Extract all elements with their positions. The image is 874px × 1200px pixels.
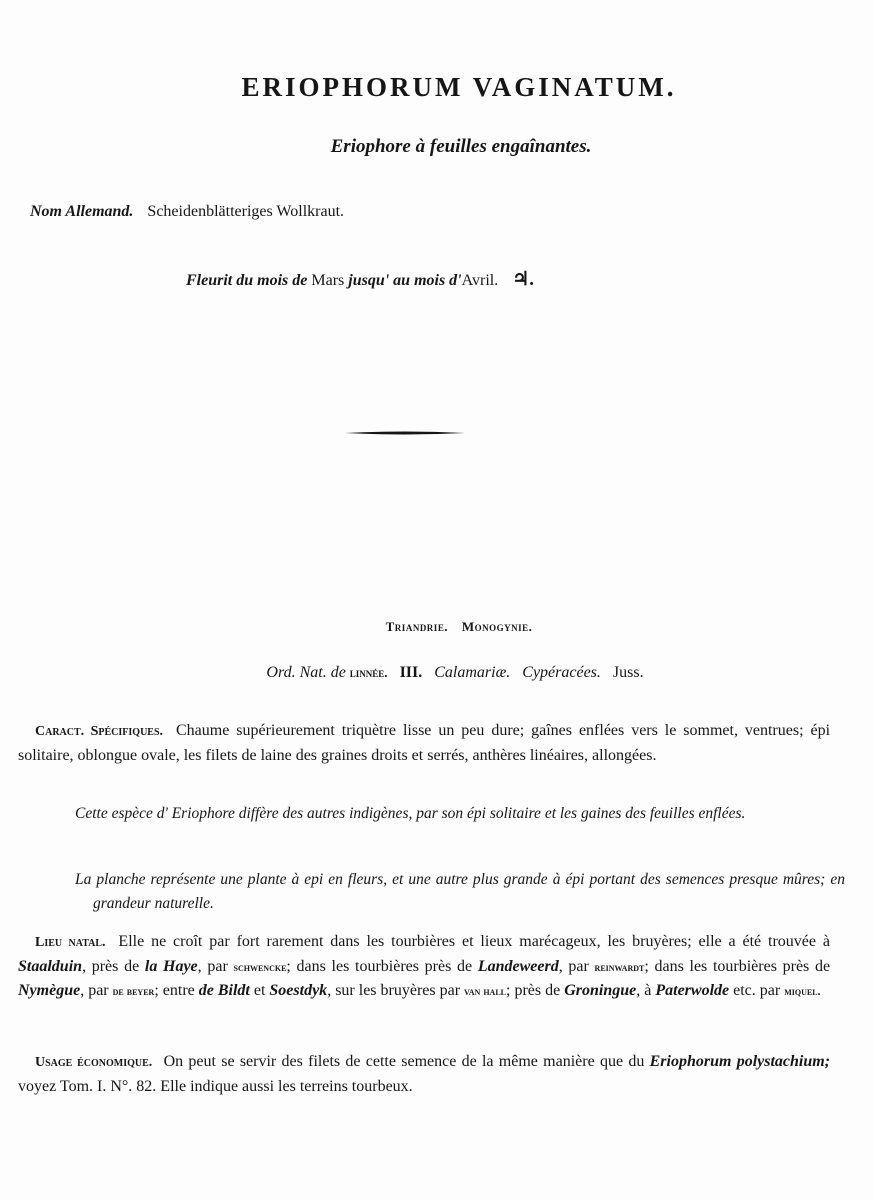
habitat-text: , par	[197, 957, 228, 975]
place-name: Groningue	[564, 982, 637, 999]
habitat-text: ; près de	[506, 982, 561, 999]
natural-order	[18, 664, 874, 682]
calamariae: Calamariæ.	[434, 664, 511, 681]
habitat-text: , près de	[82, 957, 140, 975]
decorative-divider	[345, 431, 465, 435]
flowering-period	[186, 268, 534, 291]
habitat-text: ; entre	[154, 982, 195, 999]
flowering-month-start: Mars	[311, 272, 345, 289]
habitat-text: , sur les bruyères par	[327, 982, 461, 999]
place-name: de Bildt	[198, 982, 250, 999]
juss: Juss.	[612, 664, 644, 681]
german-name-value: Scheidenblätteriges Wollkraut.	[147, 203, 345, 220]
perennial-symbol: ♃.	[512, 269, 535, 290]
usage-text: voyez Tom. I. N°. 82. Elle indique aussi les terreins tourbeux.	[18, 1077, 413, 1095]
linne-name: linnée.	[349, 665, 388, 680]
order-name: Monogynie.	[461, 619, 533, 634]
note-plate: La planche représente une plante à epi en fleurs, et une autre plus grande à épi portant des semences presque mûres; en grandeur naturelle.	[75, 871, 845, 912]
habitat-text: ; dans les tourbières près de	[286, 957, 473, 975]
usage-text: On peut se servir des filets de cette semence de la même manière que du	[163, 1053, 645, 1070]
specific-characters-text: Chaume supérieurement triquètre lisse un peu dure; gaînes enflées vers le sommet, ventrues; épi solitaire, oblongue ovale, les filets de laine des graines droits et serrés, anthères linéaires, allongées.	[18, 722, 831, 764]
habitat-text: , à	[636, 982, 652, 999]
cyperacees: Cypéracées.	[522, 664, 601, 681]
economic-use	[18, 1050, 830, 1098]
specific-characters-heading: Caract. Spécifiques.	[35, 724, 164, 739]
habitat-text: , par	[80, 982, 109, 999]
class-name: Triandrie.	[385, 619, 449, 634]
habitat-text: Elle ne croît par fort rarement dans les tourbières et lieux marécageux, les bruyères; elle a été trouvée à	[118, 933, 830, 950]
collector-name: schwencke	[233, 959, 287, 974]
collector-name: miquel.	[784, 984, 821, 998]
note-distinction: Cette espèce d' Eriophore diffère des autres indigènes, par son épi solitaire et les gaines des feuilles enflées.	[75, 805, 746, 822]
specific-characters	[18, 719, 830, 767]
habitat-text: , par	[558, 957, 589, 975]
place-name: Paterwolde	[655, 982, 730, 999]
page-title: ERIOPHORUM VAGINATUM.	[241, 72, 677, 102]
place-name: Nymègue	[18, 982, 81, 999]
ord-nat-number: III.	[399, 664, 423, 681]
place-name: Staalduin	[18, 957, 83, 975]
collector-name: de beyer	[112, 984, 155, 998]
french-name: Eriophore à feuilles engaînantes.	[330, 136, 592, 157]
flowering-month-end: Avril.	[461, 272, 499, 289]
ord-nat-label: Ord. Nat. de	[266, 664, 346, 681]
native-habitat-heading: Lieu natal.	[35, 935, 106, 950]
linnaean-classification	[22, 619, 874, 635]
german-name-line	[30, 203, 344, 221]
place-name: Landeweerd	[477, 957, 559, 975]
flowering-text-c: jusqu' au mois d'	[348, 272, 462, 289]
habitat-text: et	[253, 982, 266, 999]
flowering-text-a: Fleurit du mois de	[186, 272, 308, 289]
habitat-text: etc. par	[733, 982, 781, 999]
native-habitat	[18, 930, 830, 1004]
place-name: Soestdyk	[269, 982, 328, 999]
collector-name: van hall	[464, 984, 507, 998]
place-name: la Haye	[144, 957, 198, 975]
collector-name: reinwardt	[594, 959, 645, 974]
economic-use-heading: Usage économique.	[35, 1055, 153, 1070]
habitat-text: ; dans les tourbières près de	[644, 957, 831, 975]
german-name-label: Nom Allemand.	[30, 203, 134, 220]
species-reference: Eriophorum polystachium;	[649, 1053, 831, 1070]
